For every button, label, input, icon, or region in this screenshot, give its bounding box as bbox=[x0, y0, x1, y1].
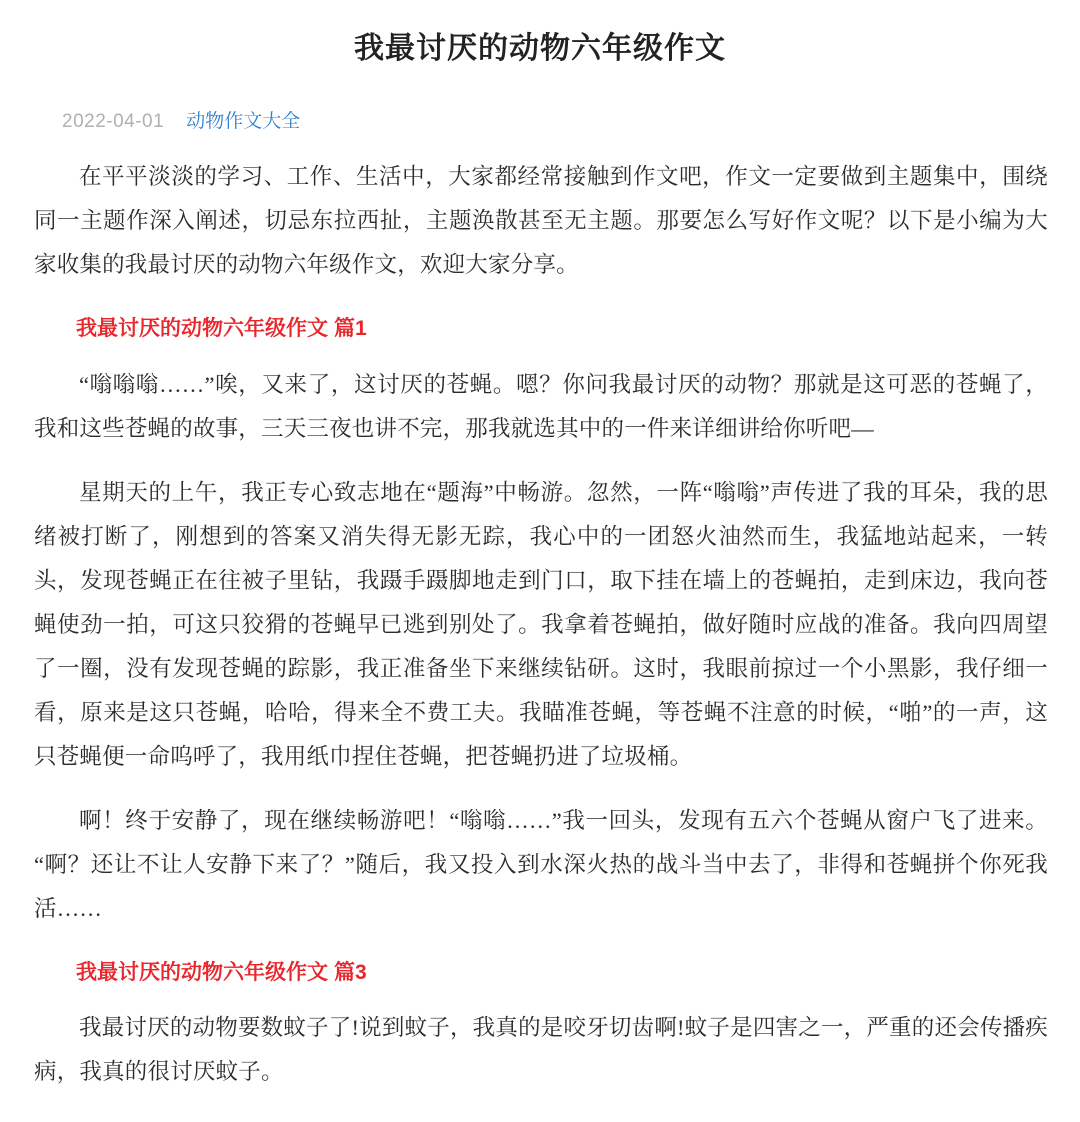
article-body bbox=[28, 155, 1052, 1122]
section-heading-1 bbox=[34, 313, 1048, 345]
section-heading-1-number: 篇1 bbox=[334, 317, 367, 340]
section-2-paragraph-1: 我最讨厌的动物要数蚊子了!说到蚊子，我真的是咬牙切齿啊!蚊子是四害之一，严重的还会传播疾病，我真的很讨厌蚊子。 bbox=[34, 1015, 1048, 1084]
section-heading-2 bbox=[34, 957, 1048, 989]
section-heading-2-text: 我最讨厌的动物六年级作文 bbox=[76, 960, 328, 984]
section-heading-2-number: 篇3 bbox=[334, 960, 367, 984]
section-1-paragraph-2: 星期天的上午，我正专心致志地在“题海”中畅游。忽然，一阵“嗡嗡”声传进了我的耳朵，我的思绪被打断了，刚想到的答案又消失得无影无踪，我心中的一团怒火油然而生，我猛地站起来，一转头，发现苍蝇正在往被子里钻，我蹑手蹑脚地走到门口，取下挂在墙上的苍蝇拍，走到床边，我向苍蝇使劲一拍，可这只狡猾的苍蝇早已逃到别处了。我拿着苍蝇拍，做好随时应战的准备。我向四周望了一圈，没有发现苍蝇的踪影，我正准备坐下来继续钻研。这时，我眼前掠过一个小黑影，我仔细一看，原来是这只苍蝇，哈哈，得来全不费工夫。我瞄准苍蝇，等苍蝇不注意的时候，“啪”的一声，这只苍蝇便一命呜呼了，我用纸巾捏住苍蝇，把苍蝇扔进了垃圾桶。 bbox=[34, 479, 1048, 769]
category-link[interactable]: 动物作文大全 bbox=[186, 111, 301, 132]
page-bottom-spacer bbox=[34, 1114, 1048, 1122]
section-heading-1-text: 我最讨厌的动物六年级作文 bbox=[76, 317, 328, 340]
page-title: 我最讨厌的动物六年级作文 bbox=[354, 32, 726, 65]
section-1-paragraph-3: 啊！终于安静了，现在继续畅游吧！“嗡嗡……”我一回头，发现有五六个苍蝇从窗户飞了进来。“啊？还让不让人安静下来了？”随后，我又投入到水深火热的战斗当中去了，非得和苍蝇拼个你死我活…… bbox=[34, 807, 1048, 921]
section-1-paragraph-1: “嗡嗡嗡……”唉，又来了，这讨厌的苍蝇。嗯？你问我最讨厌的动物？那就是这可恶的苍蝇了，我和这些苍蝇的故事，三天三夜也讲不完，那我就选其中的一件来详细讲给你听吧— bbox=[34, 371, 1048, 441]
intro-paragraph: 在平平淡淡的学习、工作、生活中，大家都经常接触到作文吧，作文一定要做到主题集中，围绕同一主题作深入阐述，切忌东拉西扯，主题涣散甚至无主题。那要怎么写好作文呢？以下是小编为大家收集的我最讨厌的动物六年级作文，欢迎大家分享。 bbox=[34, 164, 1048, 277]
article-meta bbox=[62, 106, 1052, 133]
page-top-spacer bbox=[28, 0, 1052, 6]
publish-date: 2022-04-01 bbox=[62, 111, 165, 132]
